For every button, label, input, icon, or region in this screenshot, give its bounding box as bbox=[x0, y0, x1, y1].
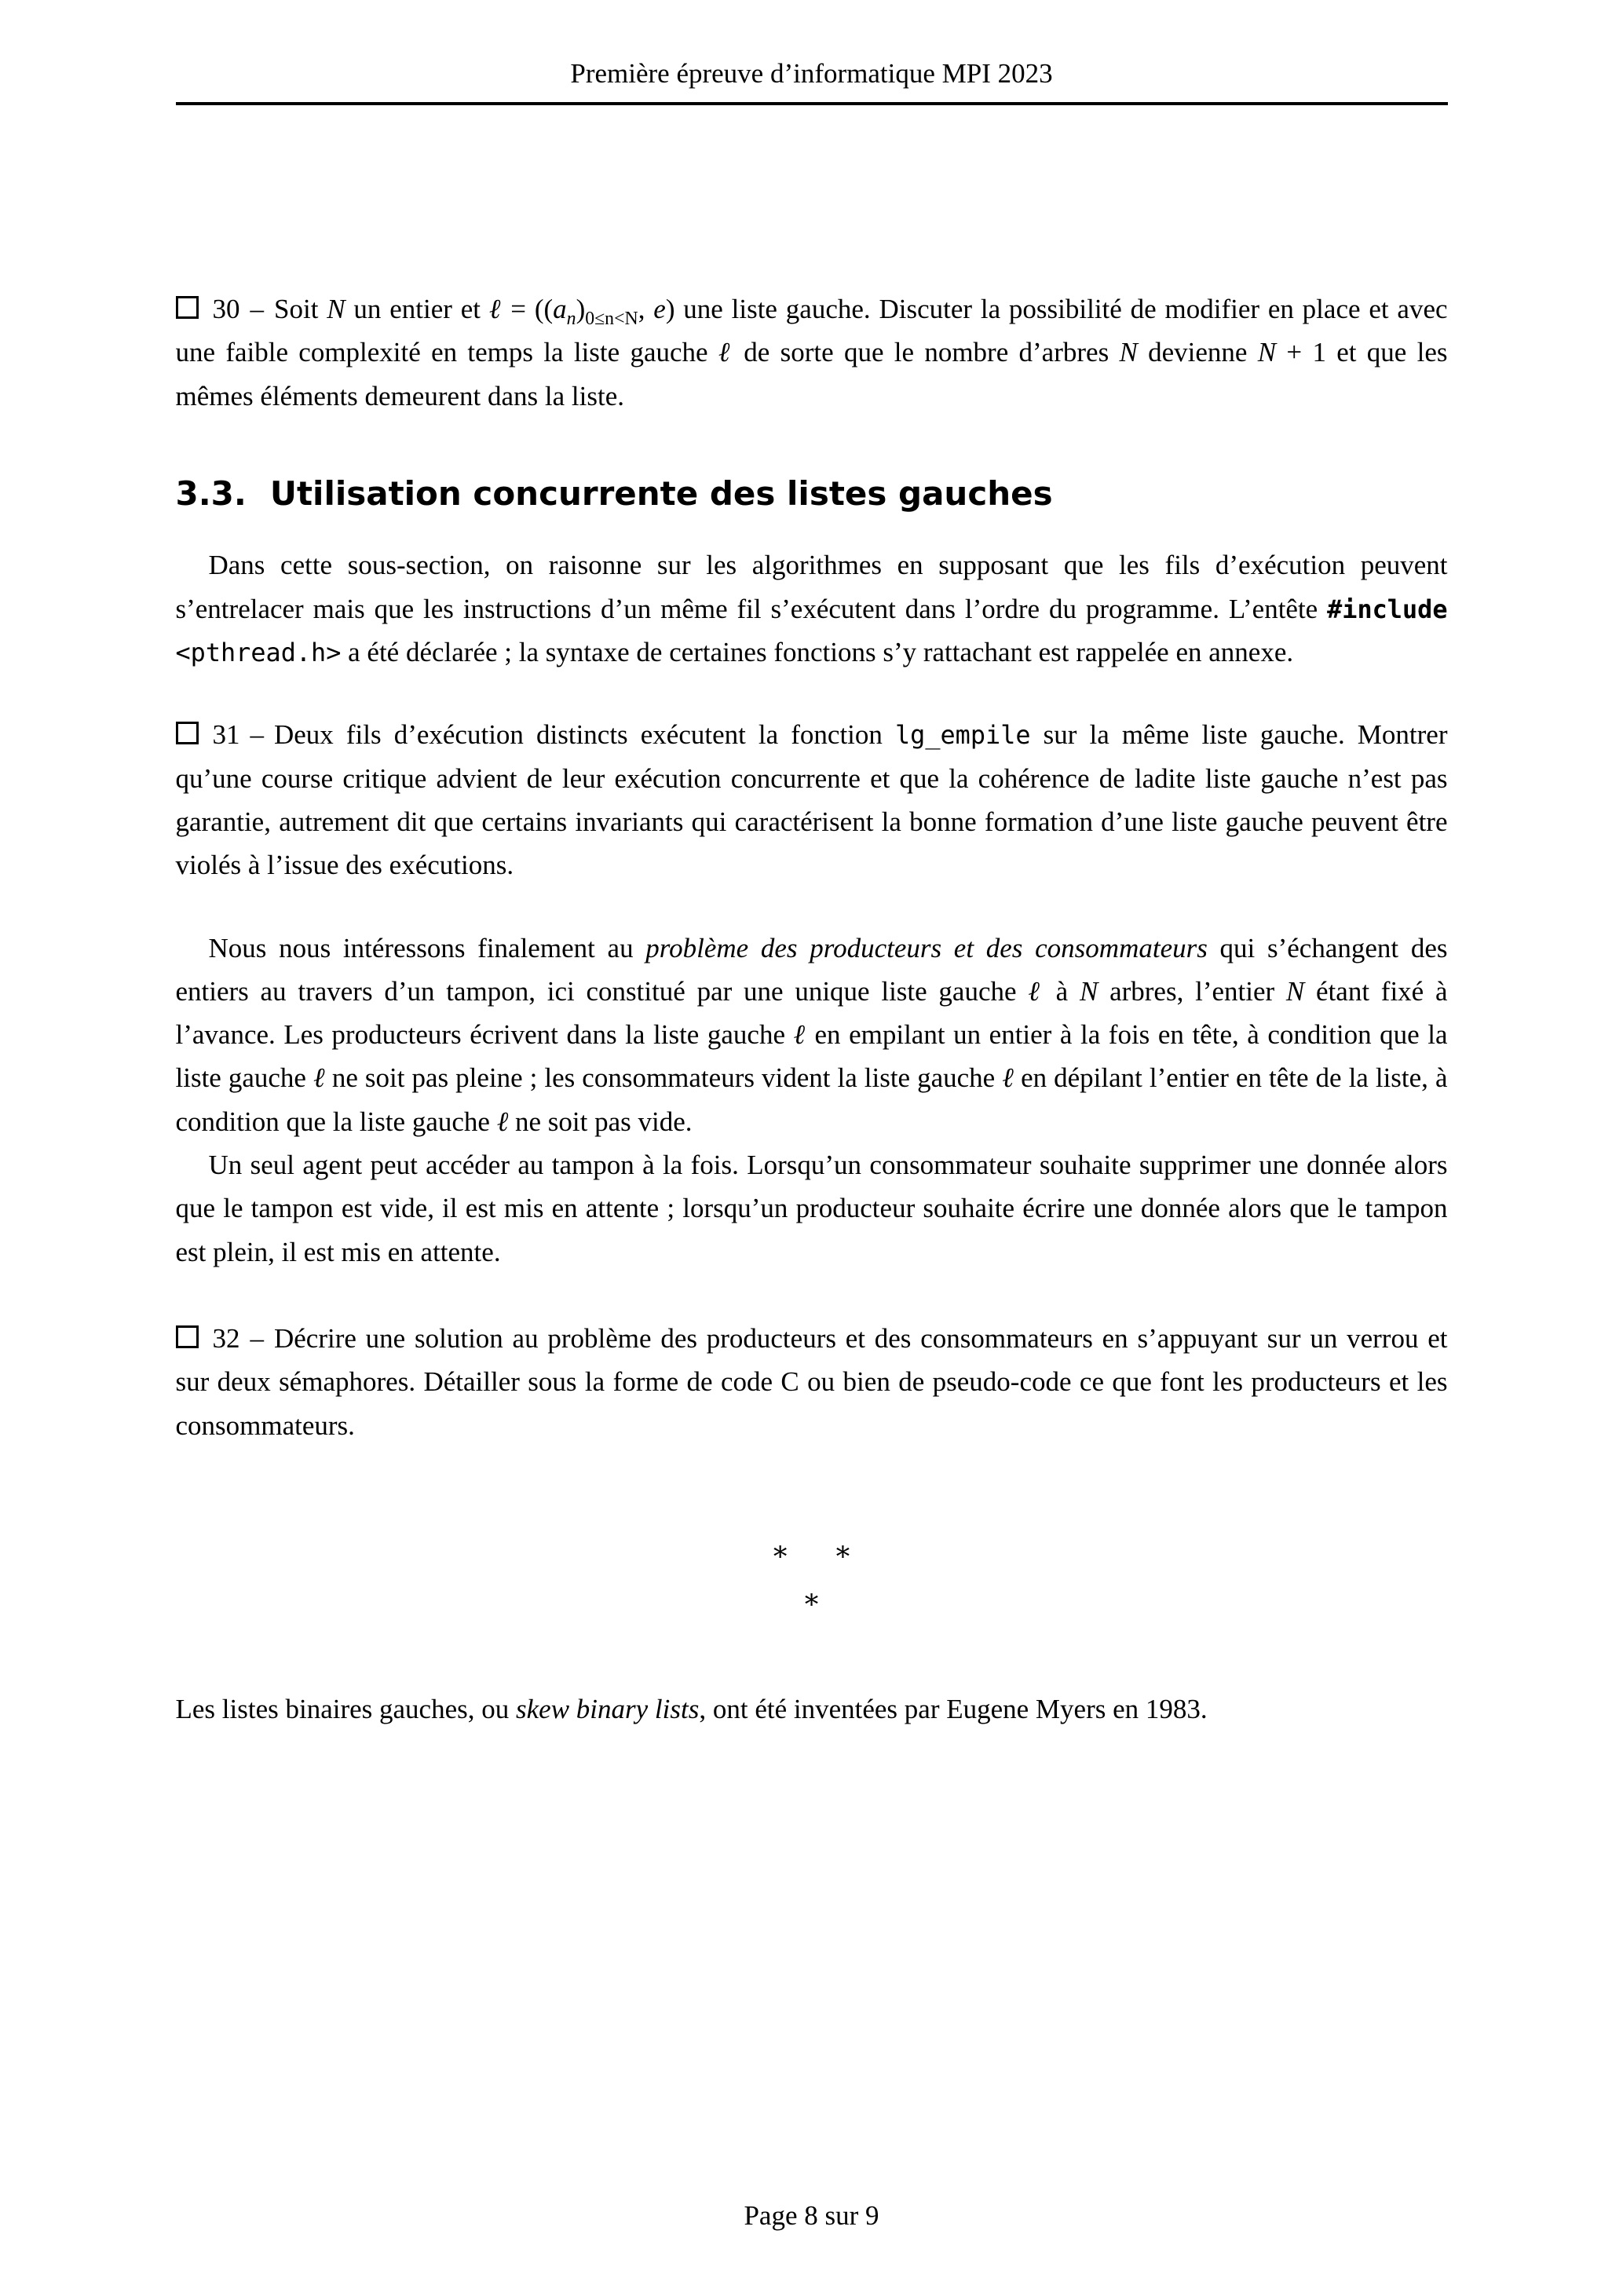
text-segment: ℓ bbox=[718, 337, 733, 368]
text-segment: a bbox=[553, 294, 567, 324]
text-segment: qui s’échangent des entiers au travers d’un tampon, ici constitué par une unique liste gauche bbox=[175, 932, 1448, 1007]
text-segment: ne soit pas vide. bbox=[508, 1106, 693, 1137]
text-segment: N bbox=[1119, 337, 1138, 368]
question-dash: – bbox=[250, 294, 264, 324]
text-segment: ℓ bbox=[488, 294, 503, 324]
text-segment: en dépilant l’entier en tête de la liste, à condition que la liste gauche bbox=[175, 1062, 1448, 1137]
star-glyph: ∗ bbox=[833, 1535, 853, 1567]
star-glyph: ∗ bbox=[802, 1584, 821, 1615]
text-segment: <pthread.h> bbox=[175, 638, 342, 668]
text-segment: #include bbox=[1327, 594, 1448, 624]
text-segment: ℓ bbox=[1028, 975, 1044, 1007]
paragraph-single-agent bbox=[176, 1143, 1448, 1274]
text-segment: , bbox=[638, 294, 654, 324]
text-segment: Les listes binaires gauches, ou bbox=[175, 1694, 517, 1725]
text-segment: Décrire une solution au problème des producteurs et des consommateurs en s’appuyant sur un verrou et sur deux sémaphores. Détailler sous la forme de code C ou bien de pseudo-code ce que font les producteurs et les consommateurs. bbox=[175, 1322, 1448, 1441]
text-segment: ) une liste gauche. Discuter la possibilité de modifier en place et avec une faible complexité en temps la liste gauche bbox=[175, 294, 1448, 368]
stars-separator bbox=[176, 1530, 1448, 1621]
star-glyph: ∗ bbox=[770, 1535, 790, 1567]
text-segment: arbres, l’entier bbox=[1098, 975, 1286, 1007]
text-segment: Nous nous intéressons finalement au bbox=[208, 932, 646, 963]
text-segment: Soit bbox=[274, 294, 327, 324]
page-number: Page 8 sur 9 bbox=[744, 2200, 879, 2231]
text-segment: N bbox=[1285, 975, 1305, 1007]
stars-bottom-row bbox=[802, 1578, 821, 1621]
text-segment: N bbox=[327, 294, 345, 324]
section-number: 3.3. bbox=[175, 473, 247, 513]
question-text bbox=[176, 1323, 1448, 1441]
checkbox-icon bbox=[176, 296, 199, 319]
text-segment: à bbox=[1044, 975, 1080, 1007]
paragraph-producers-consumers bbox=[176, 927, 1448, 1143]
text-segment: Un seul agent peut accéder au tampon à la fois. Lorsqu’un consommateur souhaite supprimer une donnée alors que le tampon est vide, il est mis en attente ; lorsqu’un producteur souhaite écrire une donnée alors que le tampon est plein, il est mis en attente. bbox=[175, 1150, 1448, 1267]
text-segment: ) bbox=[576, 294, 586, 324]
text-segment: ℓ bbox=[496, 1106, 509, 1137]
text-segment: skew binary lists bbox=[516, 1694, 700, 1725]
text-segment: étant fixé à l’avance. Les producteurs écrivent dans la liste gauche bbox=[175, 975, 1448, 1051]
text-segment: N bbox=[1257, 337, 1277, 368]
text-segment: Dans cette sous-section, on raisonne sur les algorithmes en supposant que les fils d’exécution peuvent s’entrelacer mais que les instructions d’un même fil s’exécutent dans l’ordre du programme. L’entête bbox=[175, 550, 1448, 624]
question-dash: – bbox=[250, 719, 264, 751]
text-segment: e bbox=[653, 294, 666, 324]
stars-top-row bbox=[771, 1530, 853, 1573]
question-31 bbox=[176, 713, 1448, 887]
text-segment: problème des producteurs et des consommateurs bbox=[645, 932, 1208, 963]
question-30 bbox=[176, 287, 1448, 418]
question-32 bbox=[176, 1317, 1448, 1447]
question-number: 31 bbox=[212, 719, 240, 751]
text-segment: + 1 et que les mêmes éléments demeurent dans la liste. bbox=[175, 337, 1448, 411]
page-footer bbox=[0, 2200, 1623, 2232]
checkbox-icon bbox=[176, 1325, 199, 1348]
question-dash: – bbox=[250, 1322, 264, 1354]
text-segment: en empilant un entier à la fois en tête, à condition que la liste gauche bbox=[175, 1019, 1448, 1094]
text-segment: devienne bbox=[1137, 337, 1258, 368]
text-segment: ne soit pas pleine ; les consommateurs vident la liste gauche bbox=[324, 1062, 1003, 1094]
text-segment: un entier et bbox=[345, 294, 489, 324]
text-segment: , ont été inventées par Eugene Myers en 1983. bbox=[699, 1694, 1208, 1725]
section-heading bbox=[176, 473, 1448, 516]
closing-note bbox=[176, 1687, 1448, 1731]
text-segment: ℓ bbox=[313, 1062, 325, 1094]
text-segment: ℓ bbox=[1002, 1062, 1014, 1094]
text-segment: n bbox=[566, 309, 576, 329]
text-segment: = (( bbox=[502, 294, 554, 324]
text-segment: lg_empile bbox=[895, 720, 1031, 751]
text-segment: Deux fils d’exécution distincts exécutent la fonction bbox=[274, 719, 895, 751]
page-content bbox=[176, 105, 1448, 1731]
paragraph-intro bbox=[176, 543, 1448, 674]
question-text bbox=[176, 294, 1448, 411]
text-segment: 0≤n<N bbox=[585, 309, 638, 329]
question-number: 32 bbox=[212, 1322, 240, 1354]
text-segment: N bbox=[1079, 975, 1098, 1007]
section-title: Utilisation concurrente des listes gauches bbox=[269, 473, 1053, 513]
page-header bbox=[0, 0, 1623, 105]
checkbox-icon bbox=[176, 722, 199, 744]
text-segment: ℓ bbox=[793, 1019, 806, 1051]
question-text bbox=[176, 719, 1448, 880]
text-segment: sur la même liste gauche. Montrer qu’une course critique advient de leur exécution concurrente et que la cohérence de ladite liste gauche n’est pas garantie, autrement dit que certains invariants qui caractérisent la bonne formation d’une liste gauche peuvent être violés à l’issue des exécutions. bbox=[175, 719, 1448, 881]
question-number: 30 bbox=[212, 294, 240, 324]
text-segment: a été déclarée ; la syntaxe de certaines fonctions s’y rattachant est rappelée en annexe. bbox=[341, 637, 1294, 668]
header-title: Première épreuve d’informatique MPI 2023 bbox=[570, 58, 1053, 89]
text-segment: de sorte que le nombre d’arbres bbox=[733, 337, 1120, 368]
